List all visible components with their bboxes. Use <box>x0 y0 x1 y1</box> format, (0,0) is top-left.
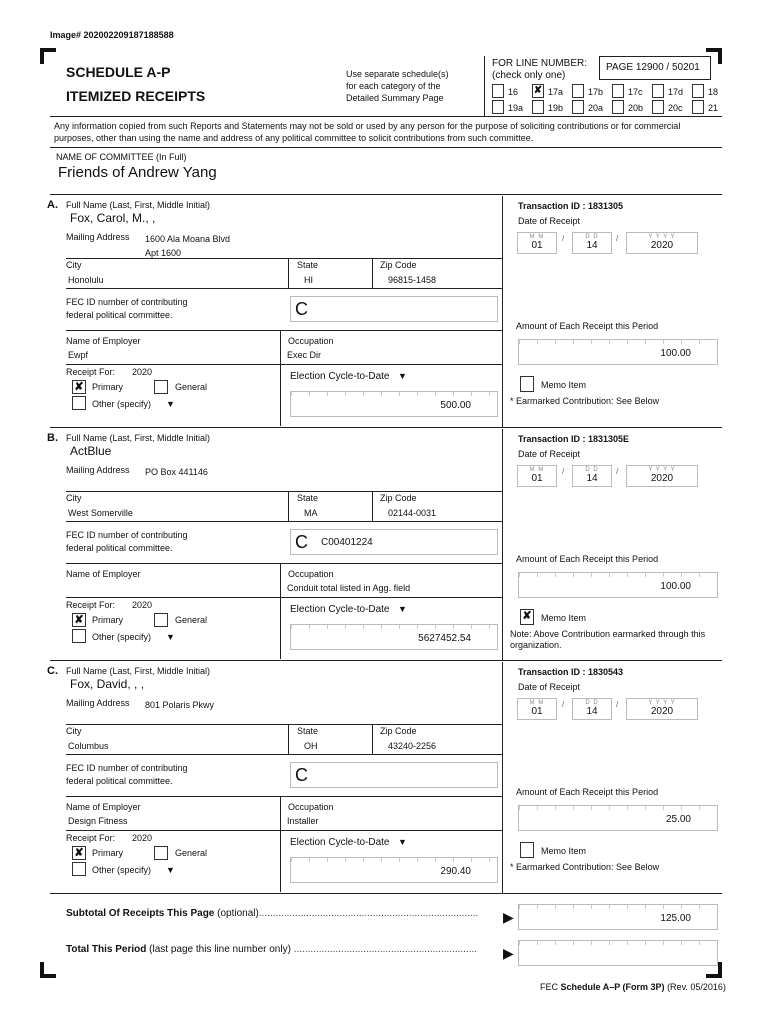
election-cycle-field[interactable] <box>290 624 498 650</box>
day-placeholder: D D <box>585 700 599 706</box>
zip-value: 43240-2256 <box>388 741 437 751</box>
city-label: City <box>66 726 82 736</box>
date-of-receipt-label: Date of Receipt <box>518 216 581 226</box>
amount-value: 25.00 <box>665 814 691 825</box>
line-checkbox-label: 17a <box>548 87 564 97</box>
line-checkbox-label: 19b <box>548 103 564 113</box>
receipt-month-field[interactable] <box>517 698 557 720</box>
receipt-year: 2020 <box>650 706 674 717</box>
election-cycle-value: 5627452.54 <box>418 633 471 644</box>
election-cycle-field[interactable] <box>290 391 498 417</box>
amount-field[interactable] <box>518 572 718 598</box>
general-checkbox[interactable] <box>154 380 168 394</box>
line-checkbox[interactable] <box>532 100 544 114</box>
memo-note: * Earmarked Contribution: See Below <box>510 396 660 406</box>
line-checkbox-label: 17b <box>588 87 604 97</box>
line-checkbox-label: 17c <box>628 87 643 97</box>
line-checkbox[interactable] <box>492 84 504 98</box>
receipt-month: 01 <box>531 240 543 251</box>
receipt-month-field[interactable] <box>517 465 557 487</box>
general-checkbox[interactable] <box>154 613 168 627</box>
line-checkbox[interactable] <box>652 84 664 98</box>
month-placeholder: M M <box>529 700 545 706</box>
other-label: Other (specify) <box>92 399 152 409</box>
state-value: HI <box>304 275 313 285</box>
date-separator: / <box>562 234 565 243</box>
total-label: Total This Period <box>66 944 147 955</box>
line-checkbox-label: 20b <box>628 103 644 113</box>
primary-label: Primary <box>92 848 123 858</box>
schedule-instruction: Use separate schedule(s) for each category of the Detailed Summary Page <box>346 69 449 103</box>
primary-label: Primary <box>92 615 123 625</box>
zip-value: 02144-0031 <box>388 508 437 518</box>
general-label: General <box>175 382 208 392</box>
other-dropdown-icon[interactable]: ▼ <box>166 399 175 409</box>
year-placeholder: Y Y Y Y <box>648 234 676 240</box>
receipt-day: 14 <box>586 706 598 717</box>
line-checkbox[interactable] <box>692 100 704 114</box>
memo-note: * Earmarked Contribution: See Below <box>510 862 660 872</box>
state-value: OH <box>304 741 318 751</box>
total-arrow-icon: ▶ <box>503 945 514 961</box>
employer-label: Name of Employer <box>66 336 141 346</box>
occupation-label: Occupation <box>288 336 334 346</box>
election-cycle-dropdown-icon[interactable]: ▼ <box>398 371 407 381</box>
amount-label: Amount of Each Receipt this Period <box>516 787 659 797</box>
employer-value: Design Fitness <box>68 816 128 826</box>
memo-item-label: Memo Item <box>541 380 587 390</box>
receipt-entry <box>0 196 770 428</box>
footer-prefix: FEC <box>540 982 558 992</box>
footer-rev: (Rev. 05/2016) <box>667 982 726 992</box>
election-cycle-value: 290.40 <box>440 866 471 877</box>
city-label: City <box>66 493 82 503</box>
address-line1: PO Box 441146 <box>145 467 208 477</box>
line-checkbox[interactable] <box>492 100 504 114</box>
line-checkbox[interactable] <box>572 100 584 114</box>
memo-note: Note: Above Contribution earmarked through this organization. <box>510 629 706 650</box>
zip-label: Zip Code <box>380 726 417 736</box>
zip-label: Zip Code <box>380 260 417 270</box>
mailing-address-label: Mailing Address <box>66 232 130 242</box>
receipt-day-field[interactable] <box>572 698 612 720</box>
footer-form-name: Schedule A–P (Form 3P) <box>560 982 665 992</box>
date-separator: / <box>562 467 565 476</box>
memo-item-checkbox[interactable] <box>520 842 534 858</box>
subtotal-qualifier: (optional) <box>217 908 259 919</box>
line-checkbox[interactable] <box>612 100 624 114</box>
subtotal-row <box>66 908 478 919</box>
full-name-label: Full Name (Last, First, Middle Initial) <box>66 666 211 676</box>
employer-label: Name of Employer <box>66 802 141 812</box>
fec-id-field[interactable] <box>290 296 498 322</box>
zip-value: 96815-1458 <box>388 275 437 285</box>
entry-letter: C. <box>47 665 58 677</box>
line-checkbox[interactable]: ✘ <box>533 85 543 96</box>
receipt-day-field[interactable] <box>572 465 612 487</box>
state-value: MA <box>304 508 318 518</box>
date-separator: / <box>616 467 619 476</box>
receipt-for-year: 2020 <box>132 833 153 843</box>
memo-item-label: Memo Item <box>541 613 587 623</box>
fec-id-label: FEC ID number of contributing federal political committee. <box>66 763 188 786</box>
fec-id-field[interactable] <box>290 762 498 788</box>
address-line1: 801 Polaris Pkwy <box>145 700 215 710</box>
election-cycle-dropdown-icon[interactable]: ▼ <box>398 604 407 614</box>
receipt-month-field[interactable] <box>517 232 557 254</box>
receipt-for-year: 2020 <box>132 367 153 377</box>
occupation-label: Occupation <box>288 569 334 579</box>
date-separator: / <box>616 700 619 709</box>
line-checkbox[interactable] <box>652 100 664 114</box>
subtotal-value: 125.00 <box>660 913 691 924</box>
election-cycle-field[interactable] <box>290 857 498 883</box>
employer-value: Ewpf <box>68 350 89 360</box>
receipt-year: 2020 <box>650 240 674 251</box>
employer-label: Name of Employer <box>66 569 141 579</box>
schedule-subtitle: ITEMIZED RECEIPTS <box>66 88 206 104</box>
zip-label: Zip Code <box>380 493 417 503</box>
occupation-value: Exec Dir <box>287 350 322 360</box>
line-number-sub: (check only one) <box>492 70 566 81</box>
full-name-label: Full Name (Last, First, Middle Initial) <box>66 200 211 210</box>
line-checkbox[interactable] <box>612 84 624 98</box>
city-value: Columbus <box>68 741 109 751</box>
fec-id-value: C00401224 <box>321 537 373 548</box>
full-name-label: Full Name (Last, First, Middle Initial) <box>66 433 211 443</box>
usage-warning: Any information copied from such Reports and Statements may not be sold or used by any person for the purpose of soliciting contributions or for commercial purposes, other than using the name and address of any political committee to solicit contributions from such committee. <box>54 121 681 143</box>
total-row <box>66 944 477 955</box>
year-placeholder: Y Y Y Y <box>648 467 676 473</box>
fec-id-prefix: C <box>295 532 308 552</box>
contributor-name: Fox, David, , , <box>70 677 145 691</box>
election-cycle-dropdown-icon[interactable]: ▼ <box>398 837 407 847</box>
other-label: Other (specify) <box>92 632 152 642</box>
year-placeholder: Y Y Y Y <box>648 700 676 706</box>
subtotal-label: Subtotal Of Receipts This Page <box>66 908 215 919</box>
receipt-for-label: Receipt For: <box>66 600 116 610</box>
contributor-name: Fox, Carol, M., , <box>70 211 156 225</box>
general-checkbox[interactable] <box>154 846 168 860</box>
fec-id-label: FEC ID number of contributing federal political committee. <box>66 530 188 553</box>
address-line1: 1600 Ala Moana Blvd <box>145 234 231 244</box>
other-label: Other (specify) <box>92 865 152 875</box>
receipt-year-field[interactable] <box>626 465 698 487</box>
subtotal-arrow-icon: ▶ <box>503 909 514 925</box>
line-checkbox-label: 16 <box>508 87 519 97</box>
corner-mark-top-left <box>40 48 56 64</box>
line-checkbox-label: 18 <box>708 87 719 97</box>
day-placeholder: D D <box>585 234 599 240</box>
receipt-month: 01 <box>531 473 543 484</box>
election-cycle-label: Election Cycle-to-Date <box>290 371 390 382</box>
amount-field[interactable] <box>518 339 718 365</box>
other-dropdown-icon[interactable]: ▼ <box>166 865 175 875</box>
mailing-address-label: Mailing Address <box>66 465 130 475</box>
committee-name: Friends of Andrew Yang <box>58 164 217 181</box>
line-checkbox-label: 20a <box>588 103 604 113</box>
line-number-label: FOR LINE NUMBER: <box>492 58 588 69</box>
primary-checkbox[interactable]: ✘ <box>72 846 86 860</box>
date-of-receipt-label: Date of Receipt <box>518 449 581 459</box>
line-checkbox-label: 17d <box>668 87 684 97</box>
receipt-day-field[interactable] <box>572 232 612 254</box>
occupation-value: Installer <box>287 816 319 826</box>
primary-checkbox[interactable]: ✘ <box>72 380 86 394</box>
transaction-id: Transaction ID : 1830543 <box>518 667 624 677</box>
state-label: State <box>297 726 319 736</box>
memo-item-checkbox[interactable]: ✘ <box>520 609 534 625</box>
page-number-box <box>599 56 711 80</box>
entry-letter: B. <box>47 432 58 444</box>
other-dropdown-icon[interactable]: ▼ <box>166 632 175 642</box>
city-value: West Somerville <box>68 508 133 518</box>
subtotal-leader: ............................................................................... <box>258 908 479 919</box>
amount-label: Amount of Each Receipt this Period <box>516 554 659 564</box>
primary-label: Primary <box>92 382 123 392</box>
city-label: City <box>66 260 82 270</box>
month-placeholder: M M <box>529 234 545 240</box>
fec-id-field[interactable] <box>290 529 498 555</box>
entry-letter: A. <box>47 199 58 211</box>
receipt-year-field[interactable] <box>626 232 698 254</box>
mailing-address-label: Mailing Address <box>66 698 130 708</box>
general-label: General <box>175 615 208 625</box>
line-number-panel <box>484 56 722 116</box>
transaction-id: Transaction ID : 1831305E <box>518 434 630 444</box>
receipt-entry <box>0 662 770 894</box>
footer <box>540 982 726 992</box>
state-label: State <box>297 260 319 270</box>
receipt-entry <box>0 429 770 661</box>
line-checkbox[interactable] <box>692 84 704 98</box>
amount-field[interactable] <box>518 805 718 831</box>
total-leader: .................................................................. <box>293 944 478 955</box>
primary-checkbox[interactable]: ✘ <box>72 613 86 627</box>
amount-value: 100.00 <box>660 348 691 359</box>
other-checkbox[interactable] <box>72 629 86 643</box>
subtotal-field[interactable] <box>518 904 718 930</box>
line-checkbox-label: 21 <box>708 103 719 113</box>
receipt-year: 2020 <box>650 473 674 484</box>
schedule-title: SCHEDULE A-P <box>66 64 171 80</box>
receipt-for-label: Receipt For: <box>66 833 116 843</box>
amount-label: Amount of Each Receipt this Period <box>516 321 659 331</box>
address-line2: Apt 1600 <box>145 248 182 258</box>
fec-id-prefix: C <box>295 299 308 319</box>
contributor-name: ActBlue <box>70 444 112 458</box>
committee-label: NAME OF COMMITTEE (In Full) <box>56 152 187 162</box>
receipt-year-field[interactable] <box>626 698 698 720</box>
fec-id-prefix: C <box>295 765 308 785</box>
total-field[interactable] <box>518 940 718 966</box>
receipt-day: 14 <box>586 240 598 251</box>
receipt-for-year: 2020 <box>132 600 153 610</box>
line-checkbox[interactable] <box>572 84 584 98</box>
receipt-month: 01 <box>531 706 543 717</box>
memo-item-label: Memo Item <box>541 846 587 856</box>
occupation-label: Occupation <box>288 802 334 812</box>
image-id-line: Image# 202002209187188588 <box>50 30 174 40</box>
transaction-id: Transaction ID : 1831305 <box>518 201 624 211</box>
memo-item-checkbox[interactable] <box>520 376 534 392</box>
day-placeholder: D D <box>585 467 599 473</box>
other-checkbox[interactable] <box>72 862 86 876</box>
date-separator: / <box>562 700 565 709</box>
election-cycle-value: 500.00 <box>440 400 471 411</box>
election-cycle-label: Election Cycle-to-Date <box>290 604 390 615</box>
receipt-day: 14 <box>586 473 598 484</box>
line-checkbox-label: 19a <box>508 103 524 113</box>
page-number: PAGE 12900 / 50201 <box>606 62 700 73</box>
line-checkbox-label: 20c <box>668 103 683 113</box>
date-of-receipt-label: Date of Receipt <box>518 682 581 692</box>
general-label: General <box>175 848 208 858</box>
corner-mark-bottom-left <box>40 962 56 978</box>
other-checkbox[interactable] <box>72 396 86 410</box>
occupation-value: Conduit total listed in Agg. field <box>287 583 411 593</box>
total-qualifier: (last page this line number only) <box>149 944 291 955</box>
date-separator: / <box>616 234 619 243</box>
amount-value: 100.00 <box>660 581 691 592</box>
receipt-for-label: Receipt For: <box>66 367 116 377</box>
city-value: Honolulu <box>68 275 104 285</box>
month-placeholder: M M <box>529 467 545 473</box>
election-cycle-label: Election Cycle-to-Date <box>290 837 390 848</box>
fec-id-label: FEC ID number of contributing federal political committee. <box>66 297 188 320</box>
state-label: State <box>297 493 319 503</box>
